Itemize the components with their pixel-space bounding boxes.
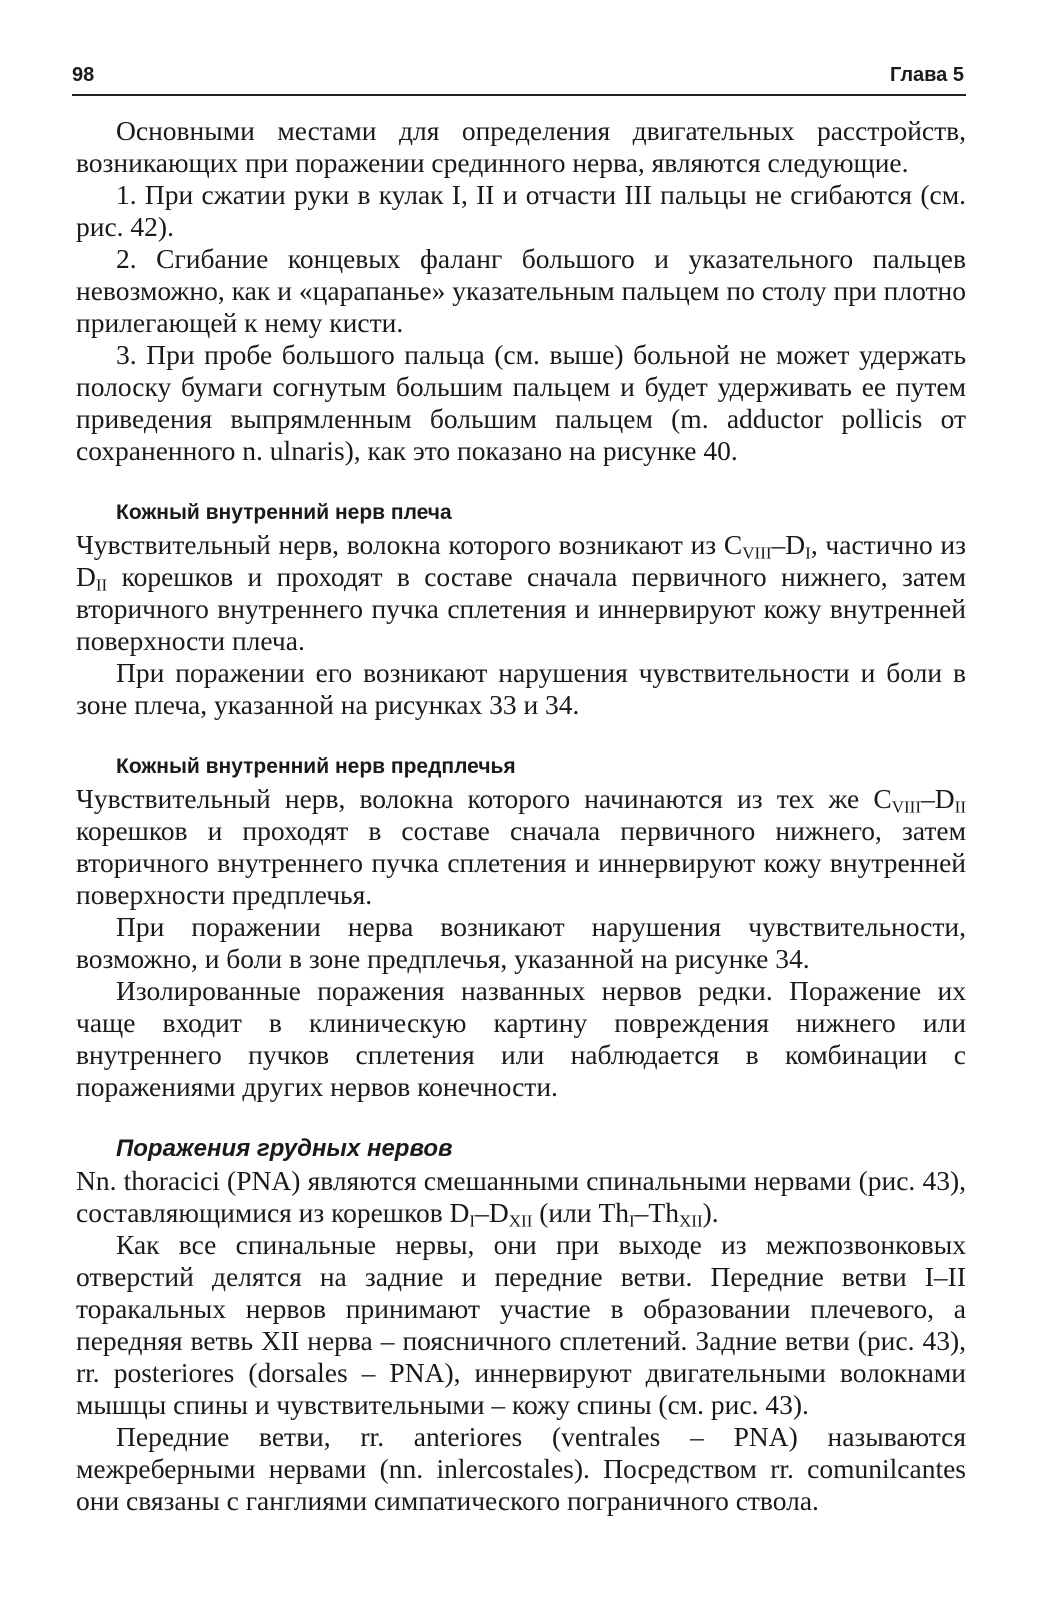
thoracic-paragraph-1: Nn. thoracici (PNA) являются смешанными спинальными нервами (рис. 43), составляющимися из корешков $D_I-D_{XII}$ (или $Th_I-Th_{XII}$). (76, 1165, 966, 1231)
arm-paragraph-1: Чувствительный нерв, волокна которого возникают из $C_{VIII}-D_I$, частично из $D_{II}$ корешков и проходят в составе сначала первичного нижнего, затем вторичного внутреннего пучка сплетения и иннервируют кожу внутренней поверхности плеча. (76, 529, 966, 656)
chapter-title: Глава 5 (889, 64, 964, 86)
median-item-2: 2. Сгибание концевых фаланг большого и указательного пальцев невозможно, как и «царапанье» указательным пальцем по столу при плотно прилегающей к нему кисти. (76, 243, 966, 338)
forearm-paragraph-3: Изолированные поражения названных нервов редки. Поражение их чаще входит в клиническую картину повреждения нижнего или внутреннего пучков сплетения или наблюдается в комбинации с поражениями других нервов конечности. (76, 975, 966, 1102)
median-item-1: 1. При сжатии руки в кулак I, II и отчасти III пальцы не сгибаются (см. рис. 42). (76, 179, 966, 242)
thoracic-paragraph-3: Передние ветви, rr. anteriores (ventrales – PNA) называются межреберными нервами (nn. inlercostales). Посредством rr. comunilcantes они связаны с ганглиями симпатического пограничного ствола. (76, 1421, 966, 1516)
median-intro-paragraph: Основными местами для определения двигательных расстройств, возникающих при поражении срединного нерва, являются следующие. (76, 115, 966, 178)
forearm-paragraph-1: Чувствительный нерв, волокна которого начинаются из тех же $C_{VIII}-D_{II}$ корешков и проходят в составе сначала первичного нижнего, затем вторичного внутреннего пучка сплетения и иннервируют кожу внутренней поверхности предплечья. (76, 783, 966, 910)
page-number: 98 (72, 64, 95, 86)
running-header (72, 58, 966, 96)
section-heading-forearm-nerve: Кожный внутренний нерв предплечья (116, 755, 516, 778)
section-heading-arm-nerve: Кожный внутренний нерв плеча (116, 501, 452, 524)
section-heading-thoracic-nerves: Поражения грудных нервов (116, 1135, 453, 1162)
arm-paragraph-2: При поражении его возникают нарушения чувствительности и боли в зоне плеча, указанной на рисунках 33 и 34. (76, 657, 966, 720)
median-item-3: 3. При пробе большого пальца (см. выше) больной не может удержать полоску бумаги согнутым большим пальцем и будет удерживать ее путем приведения выпрямленным большим пальцем (m. adductor pollicis от сохраненного n. ulnaris), как это показано на рисунке 40. (76, 339, 966, 466)
forearm-paragraph-2: При поражении нерва возникают нарушения чувствительности, возможно, и боли в зоне предплечья, указанной на рисунке 34. (76, 911, 966, 974)
page-body (76, 115, 966, 1517)
thoracic-paragraph-2: Как все спинальные нервы, они при выходе из межпозвонковых отверстий делятся на задние и передние ветви. Передние ветви I–II торакальных нервов принимают участие в образовании плечевого, а передняя ветвь XII нерва – поясничного сплетений. Задние ветви (рис. 43), rr. posteriores (dorsales – PNA), иннервируют двигательными волокнами мышцы спины и чувствительными – кожу спины (см. рис. 43). (76, 1229, 966, 1420)
